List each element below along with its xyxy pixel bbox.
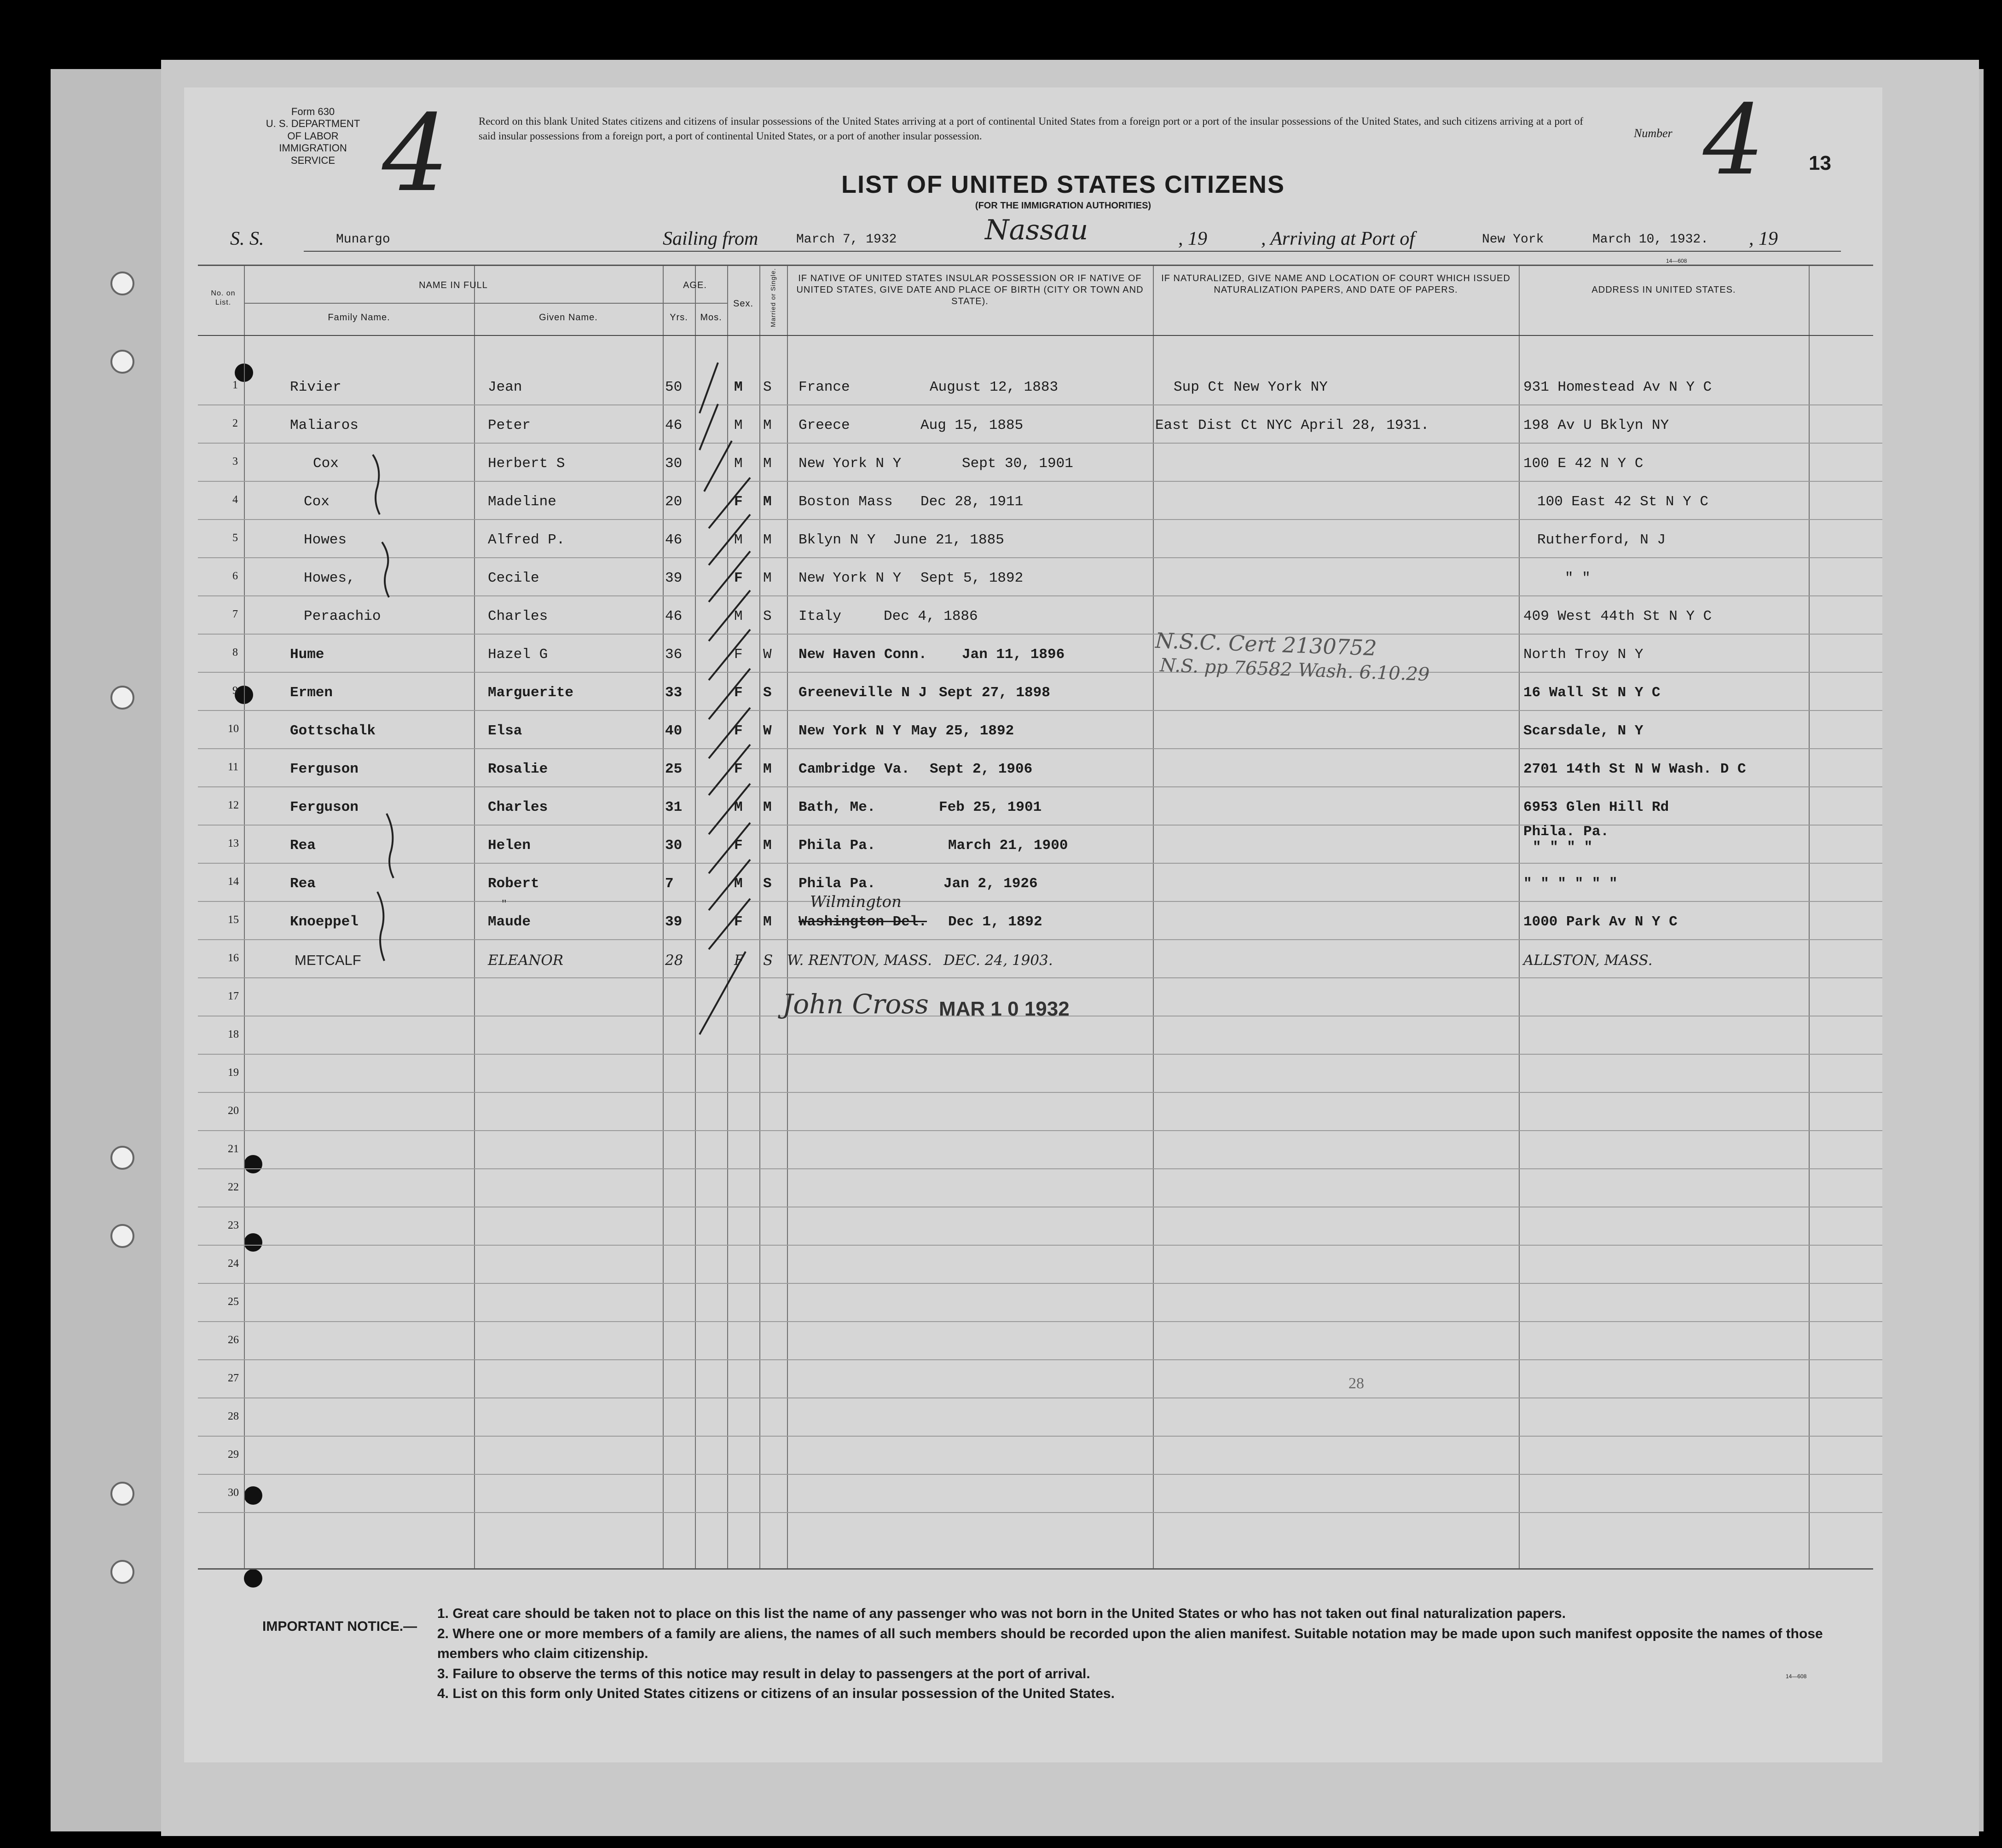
col-married-single: Married or Single. xyxy=(769,268,777,327)
sex: M xyxy=(734,456,743,472)
given-name: Hazel G xyxy=(488,647,548,663)
family-brackets xyxy=(359,450,414,1002)
row-no: 8 xyxy=(232,647,238,658)
family-name: Ferguson xyxy=(290,761,359,777)
address: " " " " " " xyxy=(1523,876,1618,892)
birth-place: New York N Y xyxy=(798,723,902,739)
form-number: Form 630 xyxy=(291,106,335,117)
row-no: 6 xyxy=(232,570,238,582)
table-row xyxy=(184,1398,1882,1437)
birth-place: Phila Pa. xyxy=(798,837,876,854)
address: 6953 Glen Hill Rd xyxy=(1523,799,1669,815)
col-birth: IF NATIVE OF UNITED STATES INSULAR POSSESSION OR IF NATIVE OF UNITED STATES, GIVE DATE AND PLACE OF BIRTH (CITY OR TOWN AND STATE). xyxy=(796,273,1144,306)
row-no: 15 xyxy=(228,914,239,926)
year-label-2: , 19 xyxy=(1749,228,1778,249)
row-no: 2 xyxy=(232,417,238,429)
sex: M xyxy=(734,532,743,548)
col-given-name: Given Name. xyxy=(539,312,598,323)
sex: M xyxy=(734,417,743,433)
row-no: 14 xyxy=(228,876,239,888)
instruction-text: Record on this blank United States citizens and citizens of insular possessions of the United States arriving at a port of continental United States from a foreign port or a port of the insular possessions of the United States, and such citizens arriving at a port of said insular possessions from a foreign port, a port of continental United States, or a port of another insular possession. xyxy=(479,116,1583,142)
birth-place: Washington Del. xyxy=(798,914,927,930)
table-row xyxy=(184,673,1882,711)
address: 931 Homestead Av N Y C xyxy=(1523,379,1712,395)
table-row xyxy=(184,596,1882,635)
table-row xyxy=(184,405,1882,444)
age-years: 39 xyxy=(665,914,683,930)
form-code-bottom: 14—608 xyxy=(1786,1673,1807,1680)
family-name: Gottschalk xyxy=(290,723,376,739)
sex: F xyxy=(734,723,743,739)
table-row xyxy=(184,1322,1882,1360)
marital-status: S xyxy=(763,876,772,892)
voyage-line xyxy=(230,214,1841,260)
sex: M xyxy=(734,379,743,395)
marital-status: M xyxy=(763,532,772,548)
binder-hole xyxy=(110,1482,134,1506)
number-value: 4 xyxy=(1703,84,1765,196)
sex: F xyxy=(734,647,743,663)
age-years: 46 xyxy=(665,532,683,548)
family-name: Hume xyxy=(290,647,324,663)
table-row xyxy=(184,893,1882,940)
corner-number: 13 xyxy=(1809,152,1831,174)
family-name: Ferguson xyxy=(290,799,359,815)
address-line-2: Phila. Pa. xyxy=(1523,824,1609,840)
marital-status: M xyxy=(763,417,772,433)
notice-items xyxy=(437,1604,1841,1704)
given-name: Rosalie xyxy=(488,761,548,777)
birth-date: June 21, 1885 xyxy=(893,532,1004,548)
table-row xyxy=(184,749,1882,787)
address: 100 East 42 St N Y C xyxy=(1537,494,1709,510)
binder-hole xyxy=(110,686,134,710)
given-name: Herbert S xyxy=(488,456,565,472)
marital-status: M xyxy=(763,494,772,510)
ss-label: S. S. xyxy=(230,228,264,249)
family-name: METCALF xyxy=(295,952,361,968)
naturalization-handwritten-1: N.S.C. Cert 2130752 xyxy=(1155,628,1377,661)
birth-place: Greeneville N J xyxy=(798,685,927,701)
arrival-date: March 10, 1932. xyxy=(1592,232,1709,247)
age-years: 7 xyxy=(665,876,674,892)
marital-status: M xyxy=(763,914,772,930)
list-number-handwritten: 4 xyxy=(382,92,450,215)
sex: M xyxy=(734,608,743,624)
table-row xyxy=(184,1169,1882,1207)
given-name: Charles xyxy=(488,608,548,624)
binder-hole xyxy=(110,350,134,374)
address: North Troy N Y xyxy=(1523,647,1643,663)
age-years: 31 xyxy=(665,799,683,815)
manifest-page xyxy=(184,84,1882,1762)
birth-place: New York N Y xyxy=(798,570,902,586)
notice-label: IMPORTANT NOTICE.— xyxy=(262,1619,417,1634)
birth-date: Feb 25, 1901 xyxy=(939,799,1042,815)
binder-hole xyxy=(110,271,134,295)
family-name: Howes xyxy=(304,532,347,548)
birth-place: New Haven Conn. xyxy=(798,647,927,663)
form-code-top: 14—608 xyxy=(1666,258,1687,264)
birth-date: Sept 27, 1898 xyxy=(939,685,1050,701)
marital-status: S xyxy=(763,685,772,701)
family-name: Cox xyxy=(313,456,339,472)
birth-place: Boston Mass xyxy=(798,494,893,510)
age-years: 36 xyxy=(665,647,683,663)
row-no: 11 xyxy=(228,761,239,773)
manifest-table xyxy=(198,265,1873,1570)
row-no: 25 xyxy=(228,1296,239,1308)
row-no: 19 xyxy=(228,1067,239,1079)
address: ALLSTON, MASS. xyxy=(1523,952,1653,969)
sex: F xyxy=(734,685,743,701)
family-name: Ermen xyxy=(290,685,333,701)
table-row xyxy=(184,1207,1882,1246)
marital-status: S xyxy=(763,952,773,969)
naturalization: Sup Ct New York NY xyxy=(1174,379,1328,395)
row-no: 26 xyxy=(228,1334,239,1346)
table-row xyxy=(184,1055,1882,1093)
birth-date: March 21, 1900 xyxy=(948,837,1068,854)
row-no: 1 xyxy=(232,379,238,391)
check-marks xyxy=(690,353,773,1044)
birth-date: August 12, 1883 xyxy=(930,379,1059,395)
row-no: 5 xyxy=(232,532,238,544)
given-name: Helen xyxy=(488,837,531,854)
sex: M xyxy=(734,876,743,892)
col-family-name: Family Name. xyxy=(328,312,390,323)
page-title: LIST OF UNITED STATES CITIZENS xyxy=(841,171,1285,198)
age-years: 20 xyxy=(665,494,683,510)
sailing-port: Nassau xyxy=(985,214,1088,246)
notice-item: 3. Failure to observe the terms of this notice may result in delay to passengers at the port of arrival. xyxy=(437,1666,1090,1681)
row-no: 22 xyxy=(228,1181,239,1193)
address: Scarsdale, N Y xyxy=(1523,723,1643,739)
col-address: ADDRESS IN UNITED STATES. xyxy=(1591,285,1736,295)
department-name: U. S. DEPARTMENT OF LABOR xyxy=(266,118,360,142)
ship-name: Munargo xyxy=(336,232,390,247)
notice-item: 1. Great care should be taken not to place on this list the name of any passenger who was not born in the United States or who has not taken out final naturalization papers. xyxy=(437,1606,1566,1621)
table-row xyxy=(184,1475,1882,1513)
family-name: Peraachio xyxy=(304,608,381,624)
row-no: 16 xyxy=(228,952,239,964)
sailing-date: March 7, 1932 xyxy=(796,232,897,247)
sex: M xyxy=(734,799,743,815)
table-row xyxy=(184,864,1882,902)
inspector-signature: John Cross xyxy=(782,988,929,1020)
age-years: 46 xyxy=(665,417,683,433)
address: Rutherford, N J xyxy=(1537,532,1666,548)
row-no: 20 xyxy=(228,1105,239,1117)
given-name: Peter xyxy=(488,417,531,433)
table-row xyxy=(184,1360,1882,1398)
marital-status: W xyxy=(763,647,772,663)
row-no: 24 xyxy=(228,1258,239,1270)
sex: F xyxy=(734,494,743,510)
table-row xyxy=(184,558,1882,596)
table-row xyxy=(184,482,1882,520)
row-no: 30 xyxy=(228,1487,239,1499)
birth-place: Greece xyxy=(798,417,850,433)
birth-date: May 25, 1892 xyxy=(911,723,1014,739)
binder-hole xyxy=(110,1224,134,1248)
given-name: Madeline xyxy=(488,494,556,510)
birth-place: Bath, Me. xyxy=(798,799,876,815)
given-name: Cecile xyxy=(488,570,539,586)
age-years: 46 xyxy=(665,608,683,624)
age-years: 30 xyxy=(665,456,683,472)
address: 2701 14th St N W Wash. D C xyxy=(1523,761,1746,777)
birth-place: Italy xyxy=(798,608,842,624)
table-row xyxy=(184,1131,1882,1169)
voyage-underline xyxy=(304,251,1841,252)
age-years: 40 xyxy=(665,723,683,739)
table-row xyxy=(184,1246,1882,1284)
header-divider xyxy=(244,303,727,304)
arrival-port: New York xyxy=(1482,232,1544,247)
age-years: 50 xyxy=(665,379,683,395)
marital-status: M xyxy=(763,761,772,777)
marital-status: M xyxy=(763,456,772,472)
table-row xyxy=(184,711,1882,749)
page-subtitle: (FOR THE IMMIGRATION AUTHORITIES) xyxy=(975,201,1151,211)
row-no: 28 xyxy=(228,1410,239,1422)
family-name: Knoeppel xyxy=(290,914,359,930)
birth-place: New York N Y xyxy=(798,456,902,472)
year-label: , 19 xyxy=(1178,228,1207,249)
given-name: Maude xyxy=(488,914,531,930)
table-row xyxy=(184,1284,1882,1322)
col-sex: Sex. xyxy=(733,299,754,309)
given-name: Alfred P. xyxy=(488,532,565,548)
given-name: Elsa xyxy=(488,723,522,739)
sex: F xyxy=(734,952,744,969)
row-no: 27 xyxy=(228,1372,239,1384)
row-no: 29 xyxy=(228,1449,239,1461)
row-no: 10 xyxy=(228,723,239,735)
arriving-label: , Arriving at Port of xyxy=(1261,228,1415,249)
naturalization-handwritten-2: N.S. pp 76582 Wash. 6.10.29 xyxy=(1159,654,1430,686)
given-name: Charles xyxy=(488,799,548,815)
table-row xyxy=(184,367,1882,405)
family-name: Cox xyxy=(304,494,330,510)
row-no: 3 xyxy=(232,456,238,468)
birth-place: Bklyn N Y xyxy=(798,532,876,548)
address: " " xyxy=(1565,570,1591,586)
table-row xyxy=(184,1437,1882,1475)
table-row xyxy=(184,826,1882,864)
col-yrs: Yrs. xyxy=(670,312,688,323)
birth-place: Cambridge Va. xyxy=(798,761,910,777)
address-ditto-row11: " " " " xyxy=(1533,839,1593,855)
row-no: 9 xyxy=(232,685,238,697)
row-no: 23 xyxy=(228,1219,239,1231)
age-years: 28 xyxy=(665,952,683,969)
col-name-in-full: NAME IN FULL xyxy=(419,280,488,290)
marital-status: M xyxy=(763,570,772,586)
address: 100 E 42 N Y C xyxy=(1523,456,1643,472)
birth-date: Dec 1, 1892 xyxy=(948,914,1042,930)
birth-date: Jan 11, 1896 xyxy=(962,647,1065,663)
age-years: 33 xyxy=(665,685,683,701)
sex: F xyxy=(734,761,743,777)
sailing-label: Sailing from xyxy=(663,228,758,249)
row-no: 4 xyxy=(232,494,238,506)
age-years: 30 xyxy=(665,837,683,854)
given-name: Robert xyxy=(488,876,539,892)
number-label: Number xyxy=(1634,127,1672,140)
marital-status: S xyxy=(763,379,772,395)
row-no: 12 xyxy=(228,799,239,811)
table-row xyxy=(184,787,1882,826)
sex: F xyxy=(734,570,743,586)
notice-item: 2. Where one or more members of a family are aliens, the names of all such members should be recorded upon the alien manifest. Suitable notation may be made upon such manifest opposite the names of those members who claim citizenship. xyxy=(437,1626,1823,1661)
sex: F xyxy=(734,914,743,930)
given-name: Jean xyxy=(488,379,522,395)
row-no: 18 xyxy=(228,1028,239,1040)
address: 198 Av U Bklyn NY xyxy=(1523,417,1669,433)
form-department-block xyxy=(258,106,368,167)
marital-status: M xyxy=(763,799,772,815)
row-no: 21 xyxy=(228,1143,239,1155)
birth-place: W. RENTON, MASS. xyxy=(787,952,932,969)
family-name: Maliaros xyxy=(290,417,359,433)
sex: F xyxy=(734,837,743,854)
birth-date: Sept 5, 1892 xyxy=(920,570,1024,586)
naturalization: East Dist Ct NYC April 28, 1931. xyxy=(1155,417,1429,433)
table-row xyxy=(184,1093,1882,1131)
birth-date: Sept 30, 1901 xyxy=(962,456,1073,472)
col-naturalized: IF NATURALIZED, GIVE NAME AND LOCATION OF COURT WHICH ISSUED NATURALIZATION PAPERS, AND DATE OF PAPERS. xyxy=(1161,273,1510,295)
birth-date: Sept 2, 1906 xyxy=(930,761,1033,777)
birth-date: Jan 2, 1926 xyxy=(943,876,1038,892)
family-name: Rivier xyxy=(290,379,341,395)
birth-date: Dec 4, 1886 xyxy=(884,608,978,624)
given-name: Marguerite xyxy=(488,685,574,701)
birth-date: Aug 15, 1885 xyxy=(920,417,1024,433)
date-stamp: MAR 1 0 1932 xyxy=(939,998,1070,1020)
binder-hole xyxy=(110,1560,134,1584)
row-no: 7 xyxy=(232,608,238,620)
row-no: 17 xyxy=(228,990,239,1002)
address: 409 West 44th St N Y C xyxy=(1523,608,1712,624)
notice-item: 4. List on this form only United States citizens or citizens of an insular possession of the United States. xyxy=(437,1686,1115,1701)
table-row xyxy=(184,444,1882,482)
given-name: ELEANOR xyxy=(488,952,564,969)
birth-date: Dec 28, 1911 xyxy=(920,494,1024,510)
table-row xyxy=(184,1016,1882,1055)
age-years: 25 xyxy=(665,761,683,777)
col-mos: Mos. xyxy=(700,312,722,323)
binder-hole xyxy=(110,1146,134,1170)
service-name: IMMIGRATION SERVICE xyxy=(279,142,347,166)
table-row xyxy=(184,635,1882,673)
birth-place: France xyxy=(798,379,850,395)
family-name: Howes, xyxy=(304,570,355,586)
col-age: AGE. xyxy=(683,280,707,290)
table-row xyxy=(184,520,1882,558)
page-mark: 28 xyxy=(1348,1375,1364,1392)
birth-date: DEC. 24, 1903. xyxy=(943,952,1053,969)
row-area xyxy=(184,335,1882,1568)
table-row xyxy=(184,940,1882,978)
age-years: 39 xyxy=(665,570,683,586)
birth-place: Phila Pa. xyxy=(798,876,876,892)
col-no-on-list: No. on List. xyxy=(211,289,236,306)
marital-status: S xyxy=(763,608,772,624)
maude-ditto-mark: " xyxy=(502,897,507,911)
birth-place-correction: Wilmington xyxy=(810,893,902,911)
address: 16 Wall St N Y C xyxy=(1523,685,1661,701)
row-no: 13 xyxy=(228,837,239,849)
marital-status: W xyxy=(763,723,772,739)
family-name: Rea xyxy=(290,837,316,854)
punch-hole xyxy=(244,1569,262,1588)
family-name: Rea xyxy=(290,876,316,892)
marital-status: M xyxy=(763,837,772,854)
address: 1000 Park Av N Y C xyxy=(1523,914,1678,930)
